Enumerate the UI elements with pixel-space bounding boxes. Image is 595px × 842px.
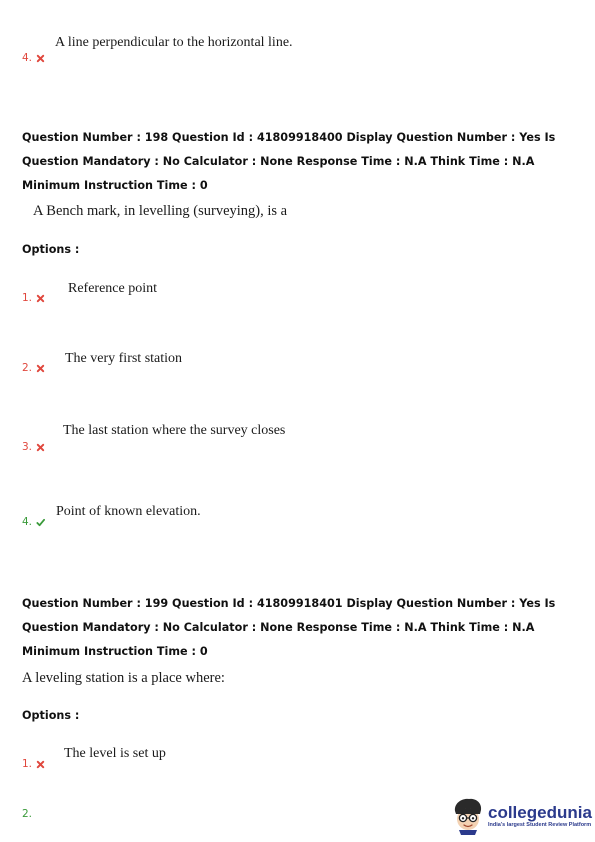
- prev-option-4-number: [22, 52, 45, 64]
- q198-option-3-text: The last station where the survey closes: [63, 423, 286, 438]
- cross-icon: [36, 54, 45, 63]
- q198-option-2-number: [22, 362, 45, 374]
- question-199-options-label: Options :: [22, 709, 80, 722]
- cross-icon: [36, 760, 45, 769]
- prev-option-4-text: A line perpendicular to the horizontal line.: [55, 35, 293, 50]
- option-number: 4.: [22, 516, 33, 528]
- check-icon: [36, 518, 45, 527]
- q198-option-4-number: [22, 516, 45, 528]
- question-199-header: Question Number : 199 Question Id : 41809918401 Display Question Number : Yes Is Question Mandatory : No Calculator : None Response Time : N.A Think Time : N.A Minimum Instruction Time : 0: [22, 597, 556, 658]
- q198-option-1-number: [22, 292, 45, 304]
- logo-name: collegedunia: [488, 803, 592, 822]
- option-number: 4.: [22, 52, 33, 64]
- collegedunia-logo: [452, 797, 592, 835]
- cross-icon: [36, 364, 45, 373]
- option-number: 1.: [22, 292, 33, 304]
- cross-icon: [36, 443, 45, 452]
- option-number: 2.: [22, 808, 33, 820]
- logo-tagline: India's largest Student Review Platform: [488, 822, 592, 828]
- logo-text-block: [488, 804, 592, 828]
- q199-option-1-number: [22, 758, 45, 770]
- cross-icon: [36, 294, 45, 303]
- question-198-options-label: Options :: [22, 243, 80, 256]
- q199-option-1-text: The level is set up: [64, 746, 166, 761]
- option-number: 1.: [22, 758, 33, 770]
- q198-option-2-text: The very first station: [65, 351, 183, 366]
- mascot-icon: [452, 797, 484, 835]
- q199-option-2-number: [22, 808, 32, 820]
- question-199-text: A leveling station is a place where:: [22, 670, 225, 686]
- question-198-header: Question Number : 198 Question Id : 41809918400 Display Question Number : Yes Is Question Mandatory : No Calculator : None Response Time : N.A Think Time : N.A Minimum Instruction Time : 0: [22, 131, 556, 192]
- q198-option-1-text: Reference point: [68, 281, 158, 296]
- q198-option-3-number: [22, 441, 45, 453]
- question-198-text: A Bench mark, in levelling (surveying), is a: [33, 203, 288, 219]
- option-number: 2.: [22, 362, 33, 374]
- q198-option-4-text: Point of known elevation.: [56, 504, 201, 519]
- option-number: 3.: [22, 441, 33, 453]
